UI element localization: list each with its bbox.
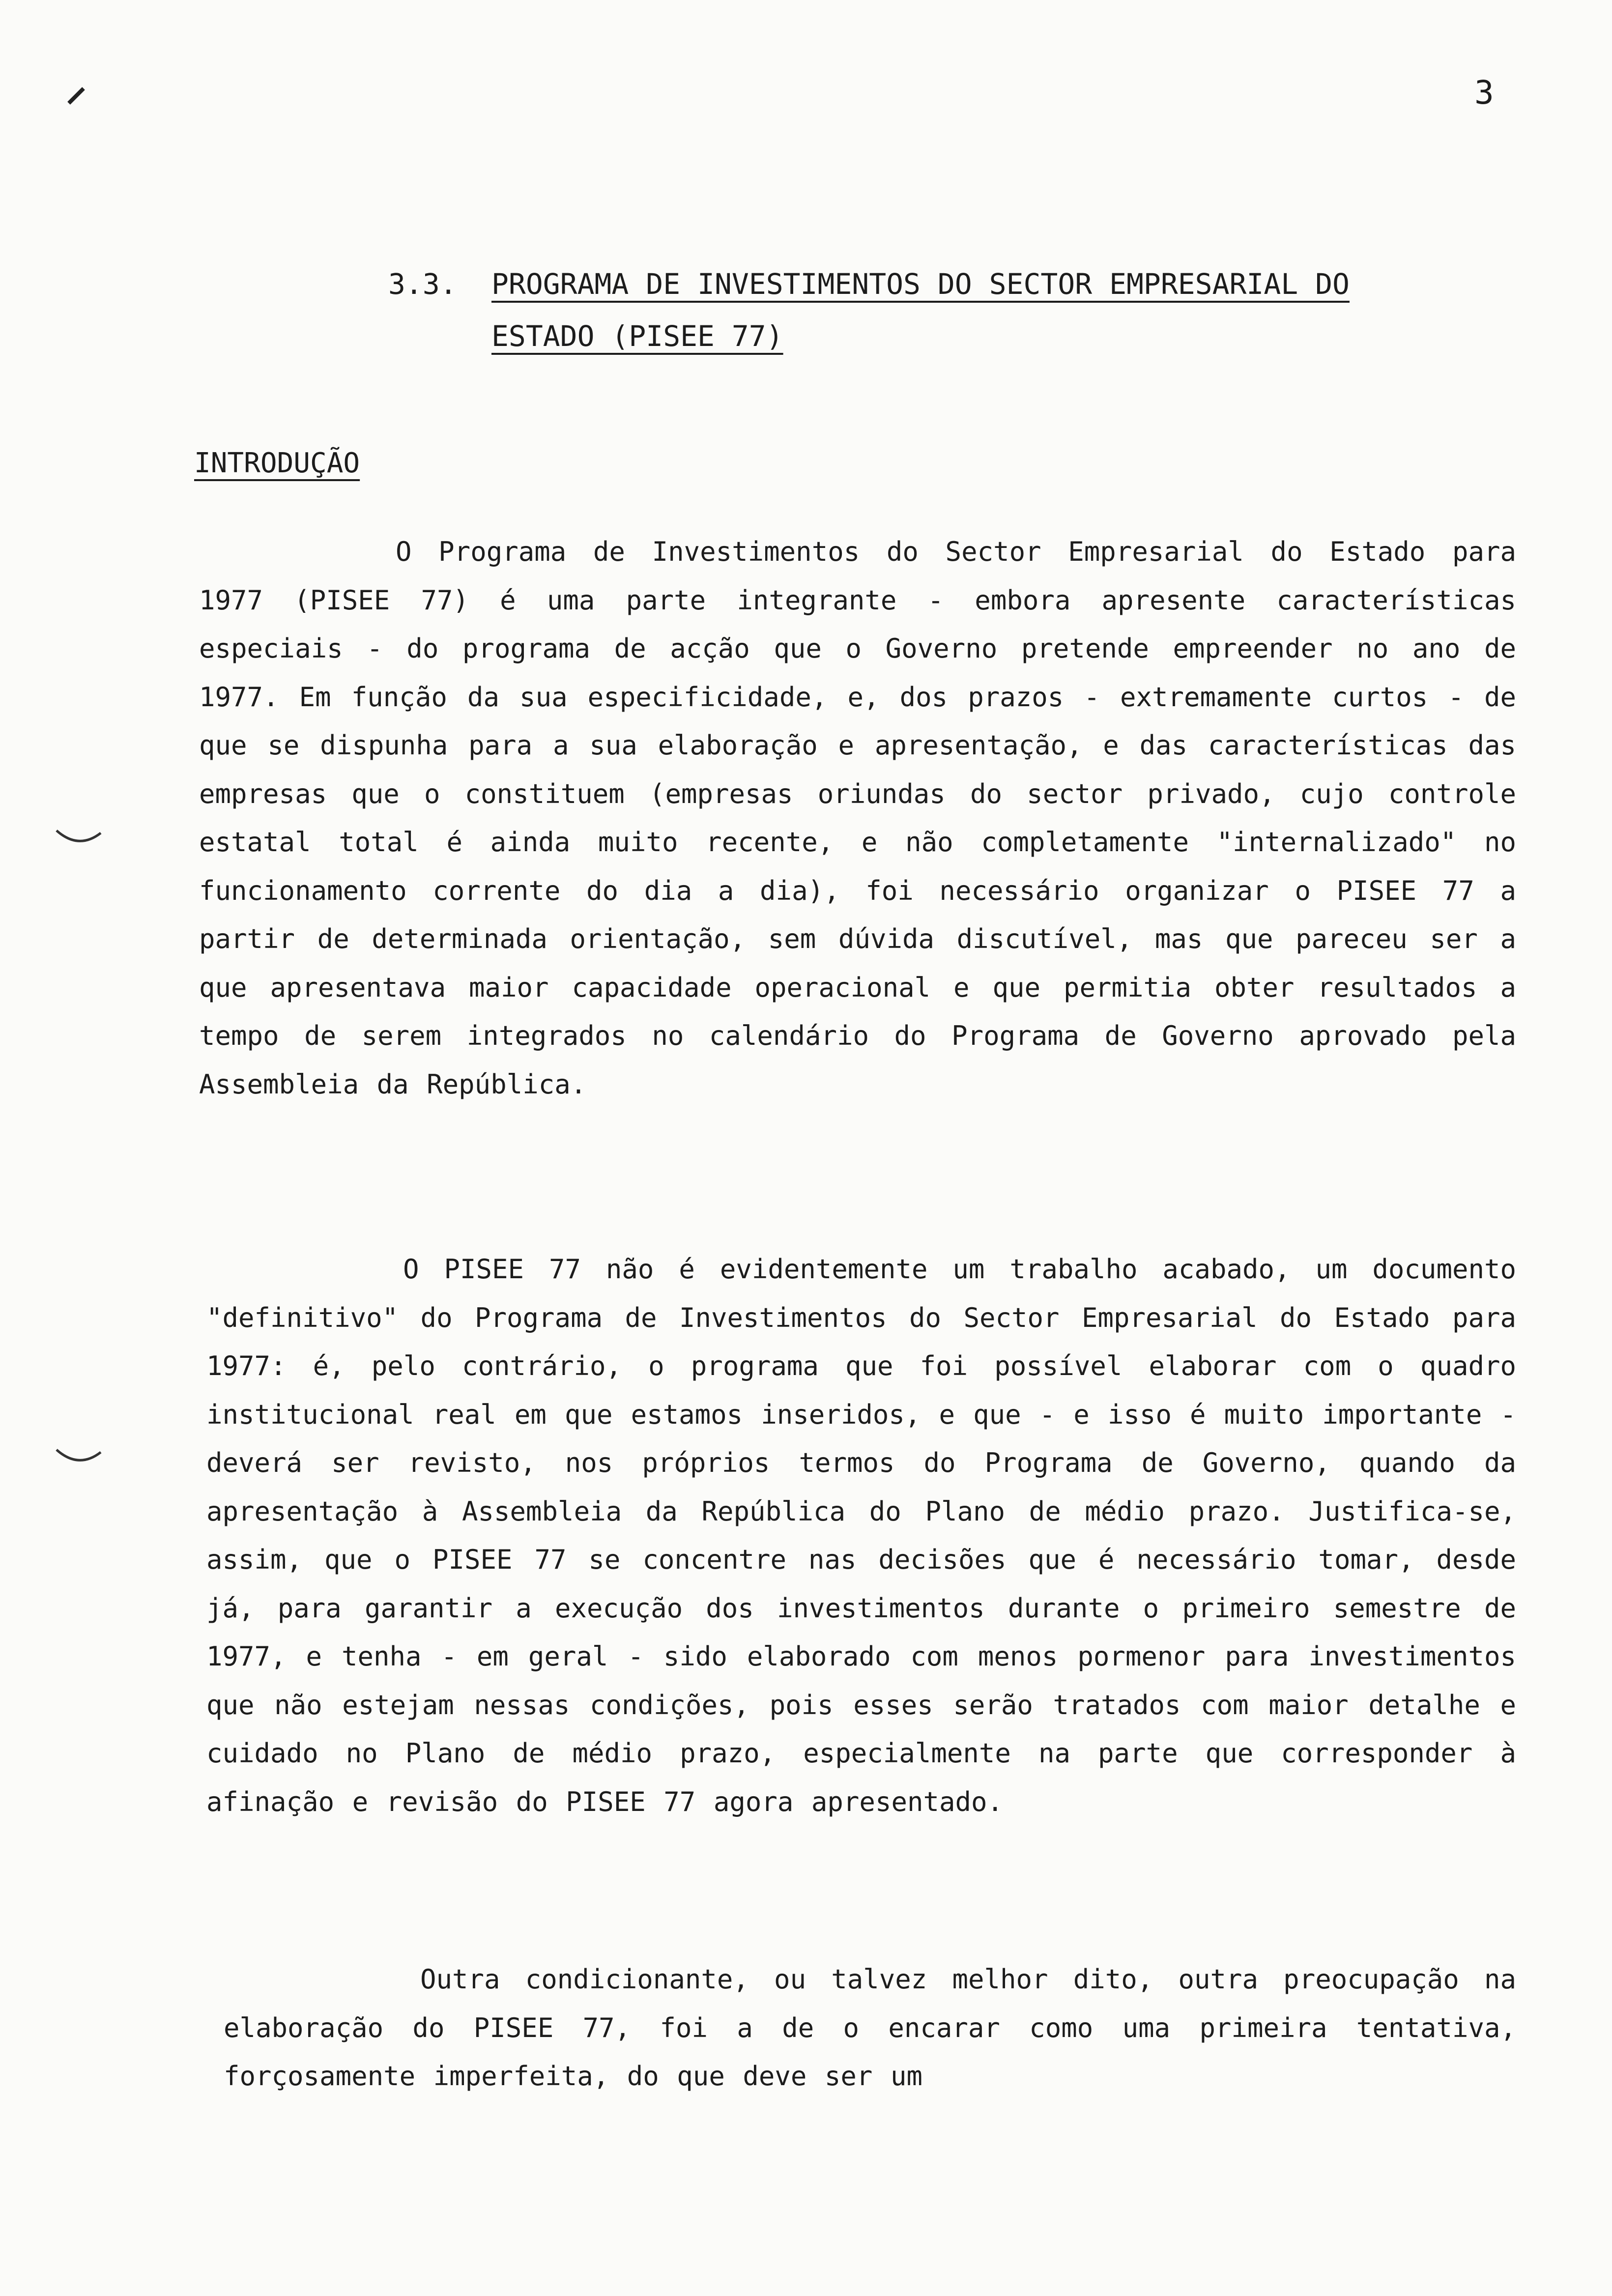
binding-mark <box>54 826 103 855</box>
section-title-text: PROGRAMA DE INVESTIMENTOS DO SECTOR EMPRESARIAL DO ESTADO (PISEE 77) <box>491 267 1350 353</box>
paragraph: O Programa de Investimentos do Sector Empresarial do Estado para 1977 (PISEE 77) é uma parte integrante - embora apresente características especiais - do programa de acção que o Governo pretende empreender no ano de 1977. Em função da sua especificidade, e, dos prazos - extremamente curtos - de que se dispunha para a sua elaboração e apresentação, e das características das empresas que o constituem (empresas oriundas do sector privado, cujo controle estatal total é ainda muito recente, e não completamente "internalizado" no funcionamento corrente do dia a dia), foi necessário organizar o PISEE 77 a partir de determinada orientação, sem dúvida discutível, mas que pareceu ser a que apresentava maior capacidade operacional e que permitia obter resultados a tempo de serem integrados no calendário do Programa de Governo aprovado pela Assembleia da República. <box>199 536 1516 1100</box>
subheading: INTRODUÇÃO <box>194 447 360 479</box>
section-number: 3.3. <box>388 267 457 301</box>
binding-mark <box>54 1445 103 1474</box>
section-title <box>491 258 1465 362</box>
paragraph: Outra condicionante, ou talvez melhor dito, outra preocupação na elaboração do PISEE 77, foi a de o encarar como uma primeira tentativa, forçosamente imperfeita, do que deve ser um <box>224 1964 1516 2092</box>
paragraph: O PISEE 77 não é evidentemente um trabalho acabado, um documento "definitivo" do Programa de Investimentos do Sector Empresarial do Estado para 1977: é, pelo contrário, o programa que foi possível elaborar com o quadro institucional real em que estamos inseridos, e que - e isso é muito importante - deverá ser revisto, nos próprios termos do Programa de Governo, quando da apresentação à Assembleia da República do Plano de médio prazo. Justifica-se, assim, que o PISEE 77 se concentre nas decisões que é necessário tomar, desde já, para garantir a execução dos investimentos durante o primeiro semestre de 1977, e tenha - em geral - sido elaborado com menos pormenor para investimentos que não estejam nessas condições, pois esses serão tratados com maior detalhe e cuidado no Plano de médio prazo, especialmente na parte que corresponder à afinação e revisão do PISEE 77 agora apresentado. <box>206 1254 1516 1817</box>
scan-speck <box>64 79 93 108</box>
page-number: 3 <box>1474 74 1495 112</box>
